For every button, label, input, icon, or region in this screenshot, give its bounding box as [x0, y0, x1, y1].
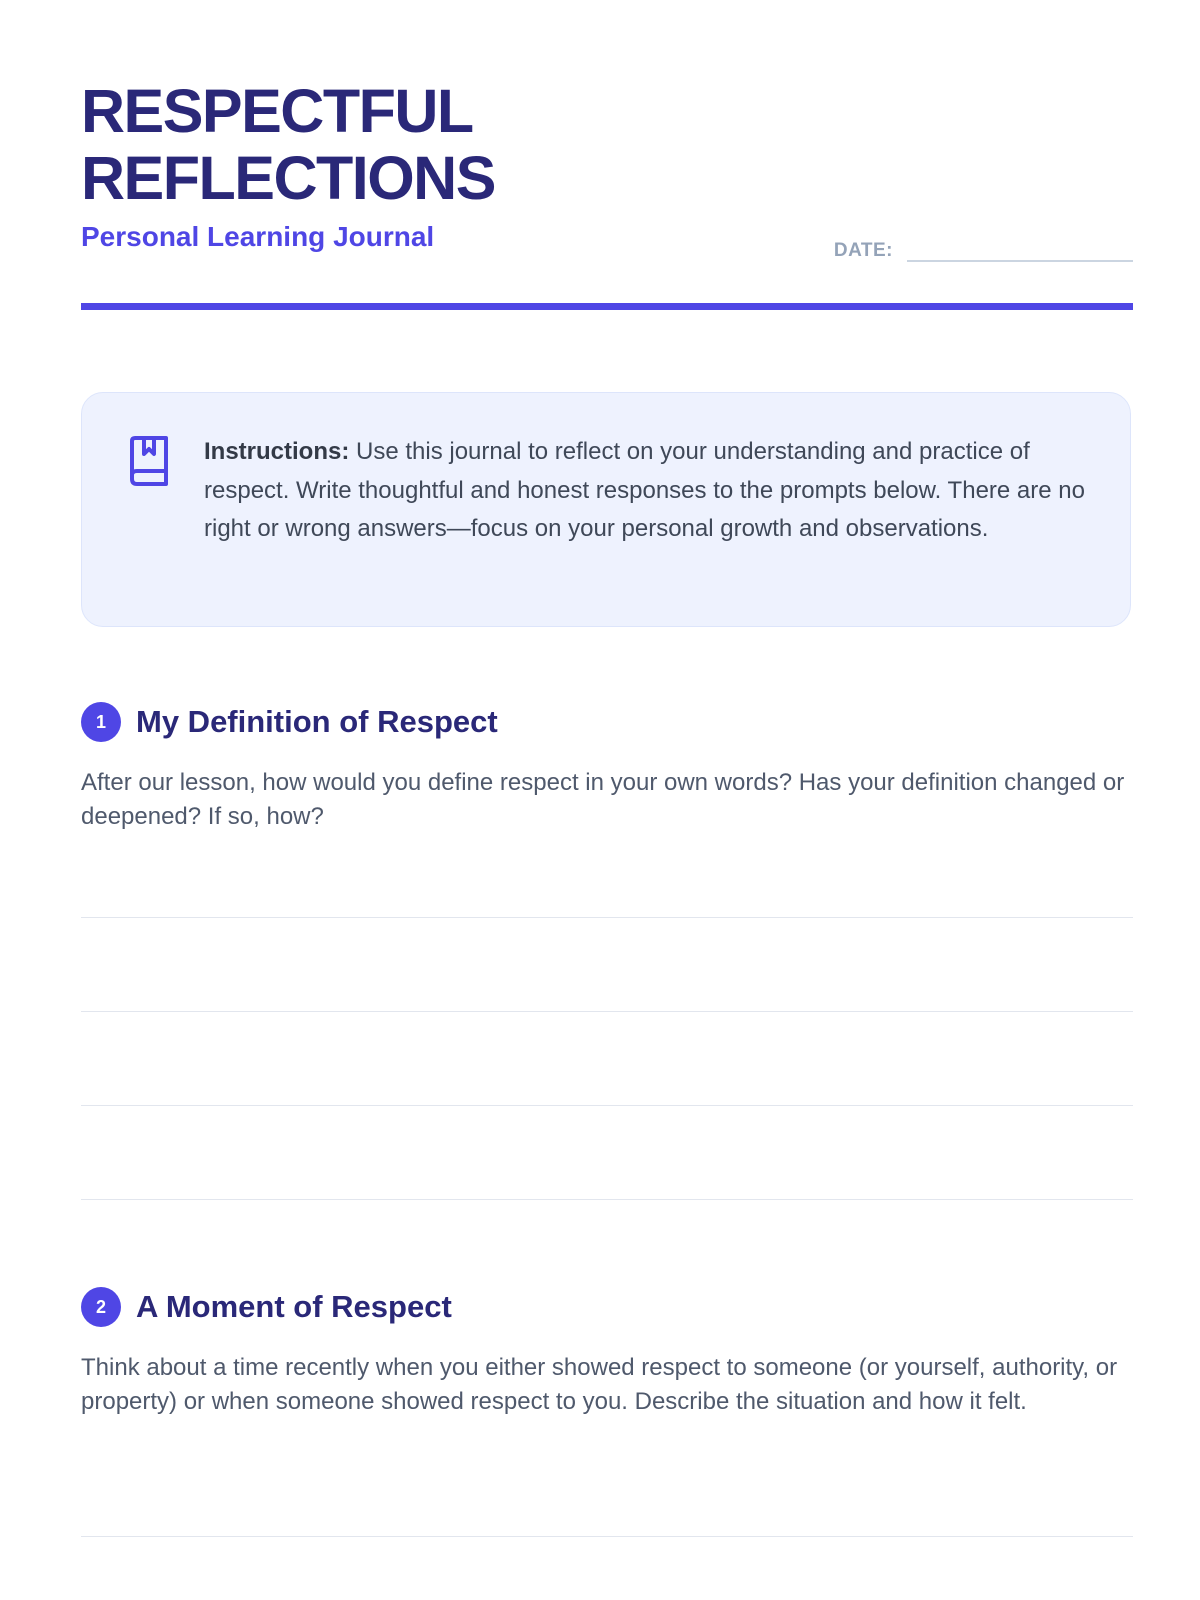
header-divider [81, 303, 1133, 310]
date-block [834, 236, 1133, 262]
writing-line[interactable] [81, 1536, 1133, 1537]
section-prompt: Think about a time recently when you either showed respect to someone (or yourself, authority, or property) or when someone showed respect to you. Describe the situation and how it felt. [81, 1354, 1118, 1415]
section-header [81, 700, 1133, 744]
instructions-text [204, 433, 1094, 549]
date-field[interactable] [907, 236, 1133, 262]
journal-page [81, 0, 1133, 1415]
section-title: A Moment of Respect [136, 1289, 452, 1324]
date-label: DATE: [833, 240, 893, 261]
section-number-badge: 1 [81, 702, 121, 742]
instructions-box [81, 392, 1131, 627]
section-prompt: After our lesson, how would you define respect in your own words? Has your definition changed or deepened? If so, how? [81, 769, 1125, 830]
section-1 [81, 700, 1133, 834]
page-title [81, 78, 495, 212]
writing-line[interactable] [81, 1105, 1133, 1106]
instructions-lead: Instructions: [204, 438, 350, 465]
section-header [81, 1285, 1133, 1329]
section-number-badge: 2 [81, 1287, 121, 1327]
writing-line[interactable] [81, 1011, 1133, 1012]
title-line-2: REFLECTIONS [81, 144, 495, 212]
journal-header [81, 0, 1133, 310]
instructions-body: Use this journal to reflect on your understanding and practice of respect. Write thoughtful and honest responses to the prompts below. There are no right or wrong answers—focus on your personal growth and observations. [204, 438, 1085, 542]
section-2 [81, 1285, 1133, 1419]
book-icon [128, 435, 170, 487]
section-title: My Definition of Respect [136, 704, 498, 739]
writing-line[interactable] [81, 917, 1133, 918]
title-line-1: RESPECTFUL [81, 77, 473, 145]
page-subtitle: Personal Learning Journal [81, 221, 435, 252]
writing-line[interactable] [81, 1199, 1133, 1200]
